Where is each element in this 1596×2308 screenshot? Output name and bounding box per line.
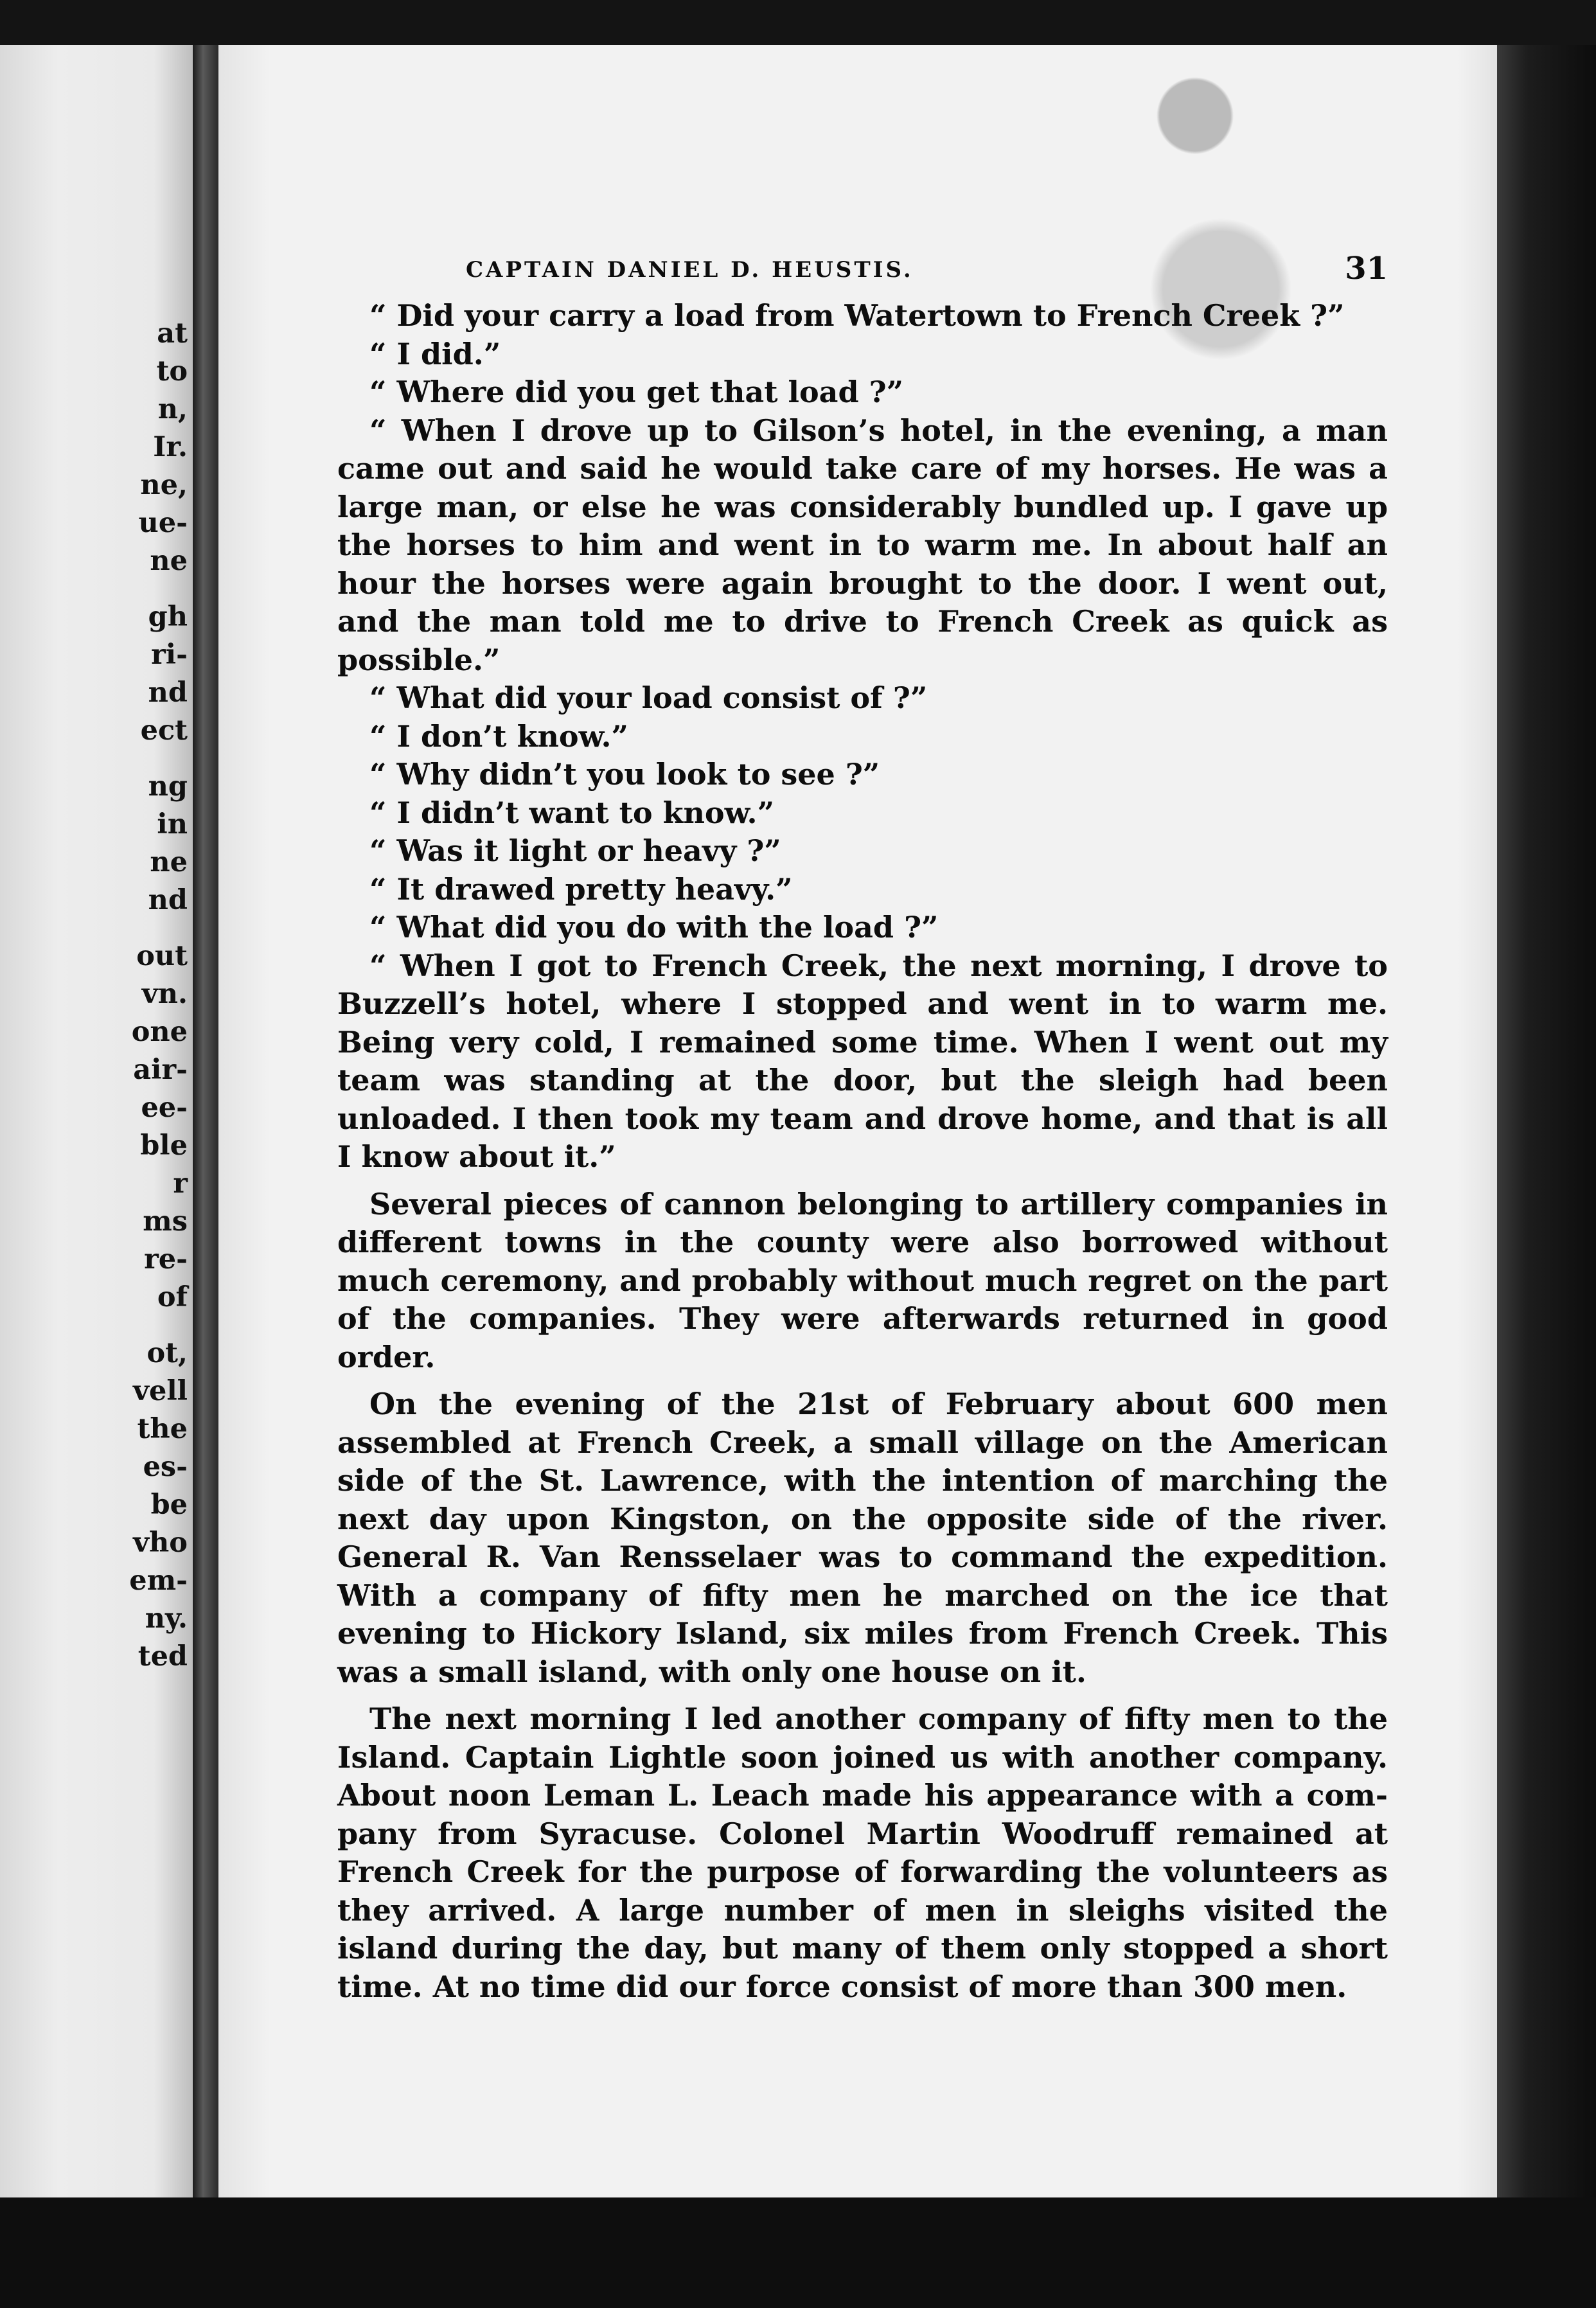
dialogue-line: “ Where did you get that load ?” <box>369 375 904 409</box>
line-fragment: ue- <box>138 507 188 539</box>
right-page-edge <box>1497 45 1596 2242</box>
book-page <box>218 45 1536 2201</box>
paragraph: Several pieces of cannon belonging to artillery companies in different towns in the county were also borrowed without much ceremony, and probably without much regret on the part of the companies. They were afterwards returned in good order. <box>337 1186 1388 1374</box>
line-fragment: r <box>173 1167 188 1200</box>
line-fragment: out <box>136 940 188 972</box>
line-fragment: ng <box>148 770 188 803</box>
line-fragment: gh <box>148 601 188 633</box>
line-fragment: ble <box>140 1130 188 1162</box>
dialogue-line: “ What did your load consist of ?” <box>369 680 928 715</box>
line-fragment: of <box>157 1281 188 1313</box>
line-fragment: ted <box>137 1640 188 1673</box>
line-fragment: the <box>137 1413 188 1445</box>
line-fragment: Ir. <box>153 431 188 463</box>
previous-page-line-endings <box>129 315 188 1676</box>
scan-bottom-border <box>0 2197 1596 2308</box>
line-fragment: nd <box>148 884 188 916</box>
line-fragment: ee- <box>141 1092 188 1124</box>
line-fragment: nd <box>148 677 188 709</box>
dialogue-line: “ What did you do with the load ?” <box>369 910 939 945</box>
paragraph: On the evening of the 21st of February about 600 men assembled at French Creek, a small village on the American side of the St. Lawrence, with the intention of marching the next day upon Kingston, on the opposite side of the river. General R. Van Rensselaer was to command the expedition. With a company of fifty men he marched on the ice that evening to Hickory Island, six miles from French Creek. This was a small island, with only one house on it. <box>337 1387 1388 1689</box>
line-fragment: ot, <box>146 1337 188 1369</box>
book-gutter <box>193 45 218 2201</box>
line-fragment: vn. <box>141 978 188 1010</box>
line-fragment: em- <box>129 1565 188 1597</box>
line-fragment: ne <box>150 846 188 878</box>
previous-page-edge <box>0 45 193 2201</box>
page-number: 31 <box>1345 251 1388 287</box>
line-fragment: vell <box>132 1375 188 1407</box>
dialogue-line: “ When I drove up to Gilson’s hotel, in the evening, a man came out and said he would take care of my horses. He was a large man, or else he was considerably bundled up. I gave up the horses to him and went in to warm me. In about half an hour the horses were again brought to the door. I went out, and the man told me to drive to French Creek as quick as possible.” <box>337 413 1388 677</box>
dialogue-line: “ When I got to French Creek, the next morning, I drove to Buzzell’s hotel, where I stopped and went in to warm me. Being very cold, I remained some time. When I went out my team was standing at the door, but the sleigh had been unloaded. I then took my team and drove home, and that is all I know about it.” <box>337 948 1388 1174</box>
dialogue-line: “ Did your carry a load from Watertown to French Creek ?” <box>369 298 1345 333</box>
paragraph: The next morning I led another company of fifty men to the Island. Captain Lightle soon joined us with another company. About noon Leman L. Leach made his appearance with a company from Syracuse. Colonel Martin Woodruff remained at French Creek for the purpose of forwarding the volunteers as they arrived. A large number of men in sleighs visited the island during the day, but many of them only stopped a short time. At no time did our force consist of more than 300 men. <box>337 1701 1388 2004</box>
dialogue-line: “ I didn’t want to know.” <box>369 795 775 830</box>
line-fragment: at <box>157 317 188 350</box>
line-fragment: ny. <box>145 1602 188 1635</box>
line-gap <box>129 1317 188 1335</box>
running-head <box>337 233 1388 297</box>
line-fragment: es- <box>143 1451 188 1483</box>
line-fragment: ne <box>150 545 188 577</box>
line-fragment: in <box>157 808 188 840</box>
line-fragment: ect <box>140 715 188 747</box>
line-fragment: be <box>150 1489 188 1521</box>
line-fragment: ri- <box>151 639 188 671</box>
dialogue-line: “ Was it light or heavy ?” <box>369 833 781 868</box>
line-fragment: to <box>156 355 188 387</box>
dialogue-line: “ I did.” <box>369 336 501 371</box>
dialogue-line: “ I don’t know.” <box>369 718 629 754</box>
line-fragment: ms <box>143 1205 188 1238</box>
line-fragment: ne, <box>140 469 188 501</box>
dialogue-line: “ Why didn’t you look to see ?” <box>369 757 880 792</box>
line-gap <box>129 750 188 768</box>
line-gap <box>129 919 188 937</box>
running-title: CAPTAIN DANIEL D. HEUSTIS. <box>466 257 914 283</box>
line-fragment: air- <box>133 1054 188 1086</box>
line-fragment: one <box>131 1016 188 1048</box>
line-fragment: vho <box>133 1527 188 1559</box>
line-fragment: re- <box>144 1243 188 1275</box>
line-gap <box>129 580 188 598</box>
line-fragment: n, <box>157 393 188 425</box>
page-text <box>337 233 1388 2006</box>
dialogue-line: “ It drawed pretty heavy.” <box>369 871 793 907</box>
